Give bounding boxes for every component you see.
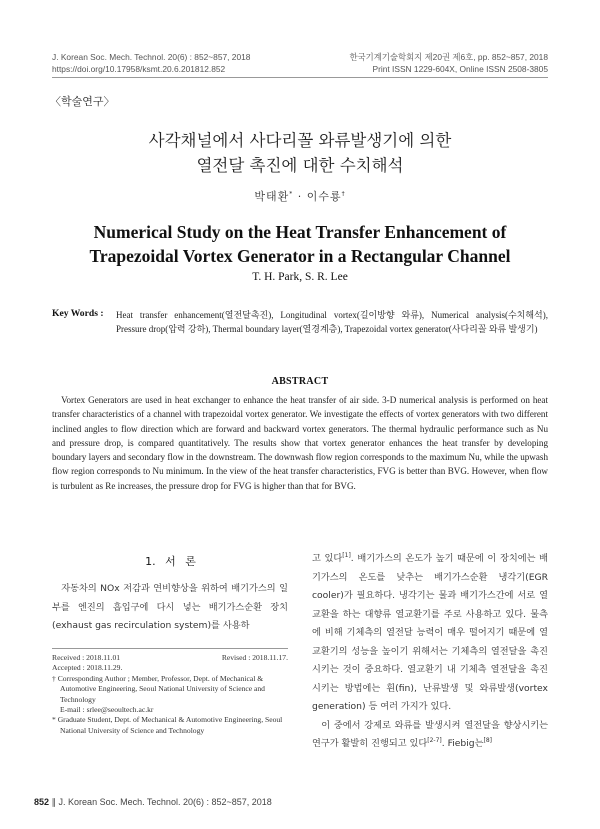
footer-citation: ∥ J. Korean Soc. Mech. Technol. 20(6) : 852~857, 2018 [51,797,272,807]
author-first-mark: * [289,190,294,198]
footnotes [52,653,288,736]
email-address[interactable]: E-mail : srlee@seoultech.ac.kr [60,705,154,715]
journal-citation-kr: 한국기계기술학회지 제20권 제6호, pp. 852~857, 2018 [349,52,548,62]
accepted-date: Accepted : 2018.11.29. [52,663,123,673]
title-korean-line2: 열전달 촉진에 대한 수치해석 [196,156,404,175]
header-rule [52,77,548,78]
author-second-mark: † [341,190,346,198]
author-first: 박태환 [254,190,290,203]
right-paragraph-1 [312,550,548,717]
intro-paragraph: 자동차의 NOx 저감과 연비향상을 위하여 배기가스의 일부를 엔진의 흡입구에 다시 넣는 배기가스순환 장치(exhaust gas recirculation system)를 사용하 [52,583,288,631]
right-column-text [312,550,548,754]
title-korean [0,128,600,178]
right-p1-text-a: 고 있다 [312,553,343,564]
abstract-heading: ABSTRACT [271,376,329,387]
author-second: 이수룡 [306,190,342,203]
abstract-body: Vortex Generators are used in heat exchanger to enhance the heat transfer of air side. 3-D numerical analysis is performed on heat transfer characteristics of a channel with trapezoidal vortex generator. We investigate the effects of vortex generators with two different inclined angles to flow direction which are forward and backward vortex generators. The thermal hydraulic performance such as Nu and pressure drop, is compared quantitatively. The results show that vortex generator enhances the heat transfer by developing boundary layers and secondary flow in the downstream. The downwash flow region corresponds to the maximum Nu, while the upwash flow region corresponds to Nu minimum. In the view of the heat transfer characteristics, FVG is better than BVG. However, when flow is turbulent as Re increases, the pressure drop for FVG is higher than that for BVG. [52,395,548,491]
keywords-label: Key Words : [52,308,104,319]
article-category: 〈학술연구〉 [50,95,115,108]
journal-citation: J. Korean Soc. Mech. Technol. 20(6) : 852~857, 2018 [52,52,251,62]
right-p2-text-a: 이 중에서 강제로 와류를 발생시켜 열전달을 향상시키는 연구가 활발히 진행되고 있다 [312,719,548,749]
authors-english: T. H. Park, S. R. Lee [252,271,348,283]
issn-info: Print ISSN 1229-604X, Online ISSN 2508-3805 [372,63,548,74]
received-date: Received : 2018.11.01 [52,653,121,662]
citation-ref-8: [8] [483,736,493,744]
page-footer [34,797,272,808]
right-p2-text-b: . Fiebig는 [441,738,484,749]
title-english [0,220,600,268]
page-number: 852 [34,797,50,807]
right-paragraph-2 [312,717,548,754]
keywords-text: Heat transfer enhancement(열전달촉진), Longitudinal vortex(길이방향 와류), Numerical analysis(수치해석), Pressure drop(압력 강하), Thermal boundary layer(열경계층), Trapezoidal vortex generator(사다리꼴 와류 발생기) [116,310,548,334]
title-korean-line1: 사각채널에서 사다리꼴 와류발생기에 의한 [148,131,452,150]
title-english-line1: Numerical Study on the Heat Transfer Enhancement of [93,222,507,242]
running-header [52,52,548,75]
right-p1-text-b: . 배기가스의 온도가 높기 때문에 이 장치에는 배기가스의 온도를 낮추는 배기가스순환 냉각기(EGR cooler)가 필요하다. 냉각기는 물과 배기가스간에 서로 열교환을 하는 대향류 열교환기를 주로 사용하고 있다. 물측에 비해 기체측의 열전달 능력이 매우 떨어지기 때문에 열교환기의 성능을 높이기 위해서는 기체측의 열전달을 촉진시키는 것이 중요하다. 열교환기 내 기체측 열전달을 촉진시키는 방법에는 휜(fin), 난류발생 및 와류발생(vortex generation) 등 여러 가지가 있다. [312,553,548,712]
graduate-student-note: * Graduate Student, Dept. of Mechanical & Automotive Engineering, Seoul National University of Science and Technology [52,715,283,735]
authors-korean [0,188,600,204]
section-heading-introduction: 1. 서 론 [145,555,196,568]
footnote-rule [52,648,288,649]
title-english-line2: Trapezoidal Vortex Generator in a Rectangular Channel [89,246,511,266]
doi-link[interactable]: https://doi.org/10.17958/ksmt.20.6.201812.852 [52,63,226,74]
corresponding-author-note: † Corresponding Author ; Member, Professor, Dept. of Mechanical & Automotive Engineering, Seoul National University of Science and Technology [52,673,265,704]
citation-ref-2-7: [2-7] [427,736,442,744]
citation-ref-1: [1] [342,551,351,559]
revised-date: Revised : 2018.11.17. [221,653,288,662]
author-separator: · [293,190,307,203]
